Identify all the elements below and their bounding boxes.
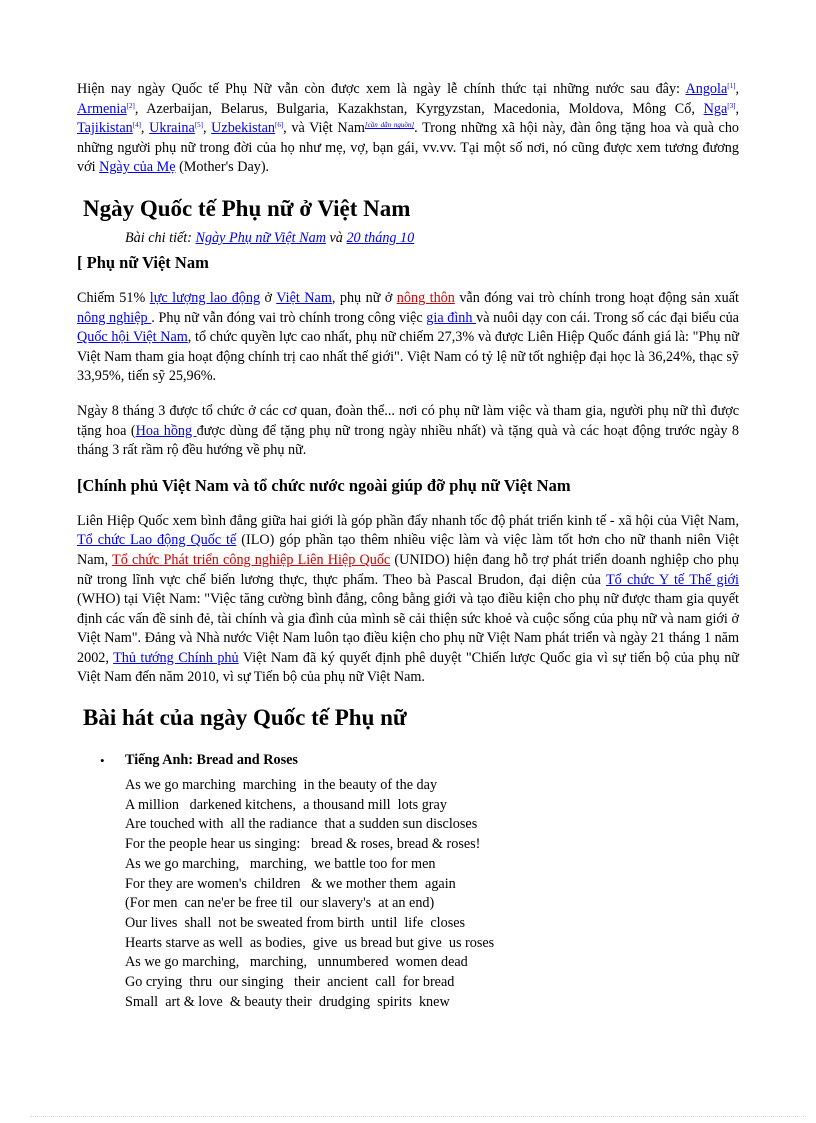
page-break-divider — [30, 1116, 806, 1117]
text: Liên Hiệp Quốc xem bình đẳng giữa hai giới là góp phần đẩy nhanh tốc độ phát triển kinh tế - xã hội của Việt Nam, — [77, 512, 739, 529]
ref-3[interactable]: [3] — [727, 101, 736, 110]
link-unido[interactable]: Tổ chức Phát triển công nghiệp Liên Hiệp Quốc — [112, 551, 391, 568]
intro-paragraph — [77, 80, 739, 178]
ref-4[interactable]: [4] — [132, 121, 141, 130]
lyric-line: (For men can ne'er be free til our slavery's at an end) — [125, 895, 435, 912]
paragraph-international-organizations — [77, 512, 739, 688]
ref-2[interactable]: [2] — [126, 101, 135, 110]
ref-1[interactable]: [1] — [727, 82, 736, 90]
lyric-line: As we go marching, marching, unnumbered women dead — [125, 954, 468, 971]
link-ilo[interactable]: Tổ chức Lao động Quốc tế — [77, 532, 237, 549]
link-thu-tuong-chinh-phu[interactable]: Thủ tướng Chính phủ — [113, 649, 239, 666]
link-20-thang-10[interactable]: 20 tháng 10 — [346, 229, 415, 246]
link-luc-luong-lao-dong[interactable]: lực lượng lao động — [149, 289, 261, 306]
text: Việt Nam đã ký quyết định phê duyệt "Chiến lược Quốc gia vì sự tiến bộ của phụ nữ Việt Nam đến năm 2010, vì sự Tiến bộ của phụ nữ Việt Nam. — [77, 649, 740, 686]
link-armenia[interactable]: Armenia — [77, 100, 127, 117]
lyric-line: Are touched with all the radiance that a sudden sun discloses — [125, 816, 478, 833]
intro-text: . Trong những xã hội này, đàn ông tặng hoa và quà cho những người phụ nữ trong đời của họ như mẹ, vợ, bạn gái, vv.vv. Tại một số nơi, nó cũng được xem tương đương với — [77, 120, 740, 176]
text: được dùng để tặng phụ nữ trong ngày nhiều nhất) và tặng quà và các hoạt động trước ngày 8 tháng 3 rất rầm rộ đều hướng về phụ nữ. — [77, 422, 740, 459]
intro-text: , và Việt Nam — [283, 120, 365, 137]
lyric-line: For the people hear us singing: bread & roses, bread & roses! — [125, 836, 481, 853]
paragraph-women-statistics — [77, 289, 739, 387]
text: , tổ chức quyền lực cao nhất, phụ nữ chiếm 27,3% và được Liên Hiệp Quốc đánh giá là: "Phụ nữ Việt Nam tham gia hoạt động chính trị cao nhất thế giới". Việt Nam có tỷ lệ nữ tốt nghiệp đại học là 36,24%, thạc sỹ 33,95%, tiến sỹ 25,96%. — [77, 329, 739, 385]
link-quoc-hoi-viet-nam[interactable]: Quốc hội Việt Nam — [77, 329, 188, 346]
link-ukraina[interactable]: Ukraina — [149, 120, 195, 137]
detail-and: và — [325, 229, 347, 246]
ref-5[interactable]: [5] — [194, 121, 203, 130]
lyric-line: Hearts starve as well as bodies, give us bread but give us roses — [125, 934, 495, 951]
link-nong-thon[interactable]: nông thôn — [396, 289, 455, 306]
intro-text: (Mother's Day). — [175, 159, 270, 176]
bullet-icon: • — [100, 753, 105, 769]
lyric-line: Small art & love & beauty their drudging spirits knew — [125, 993, 450, 1010]
separator: , — [735, 81, 739, 97]
text: vẫn đóng vai trò chính trong hoạt động sản xuất — [454, 289, 739, 306]
link-viet-nam[interactable]: Việt Nam — [276, 289, 332, 306]
lyric-line: Go crying thru our singing their ancient call for bread — [125, 974, 455, 991]
heading-womens-day-song: Bài hát của ngày Quốc tế Phụ nữ — [83, 705, 407, 731]
heading-vietnam-womens-day: Ngày Quốc tế Phụ nữ ở Việt Nam — [83, 195, 411, 221]
text: (WHO) tại Việt Nam: "Việc tăng cường bình đẳng, công bằng giới và tạo điều kiện cho phụ nữ được tham gia quyết định các vấn đề sinh đẻ, tài chính và gia đình của mình sẽ cải thiện sức khoẻ và cuộc sống của phụ nữ và nam giới ở Việt Nam". Đảng và Nhà nước Việt Nam luôn tạo điều kiện cho phụ nữ Việt Nam phát triển và ngày 21 tháng 1 năm 2002, — [77, 591, 739, 666]
song-label: Tiếng Anh: Bread and Roses — [125, 752, 298, 769]
link-who[interactable]: Tổ chức Y tế Thế giới — [605, 571, 739, 588]
link-gia-dinh[interactable]: gia đình — [426, 309, 477, 326]
separator: , — [735, 100, 739, 117]
text: . Phụ nữ vẫn đóng vai trò chính trong công việc — [151, 309, 427, 326]
detail-prefix: Bài chi tiết: — [125, 229, 196, 246]
text: ở — [260, 289, 277, 306]
heading-phu-nu-viet-nam: [ Phụ nữ Việt Nam — [77, 252, 209, 272]
list-item — [77, 750, 739, 770]
separator: , — [140, 120, 150, 137]
ref-6[interactable]: [6] — [275, 121, 284, 130]
song-lyrics — [125, 776, 739, 1012]
link-hoa-hong[interactable]: Hoa hồng — [135, 422, 197, 439]
link-angola[interactable]: Angola — [685, 81, 728, 97]
link-ngay-phu-nu-viet-nam[interactable]: Ngày Phụ nữ Việt Nam — [195, 229, 326, 246]
lyric-line: For they are women's children & we mother them again — [125, 875, 456, 892]
link-tajikistan[interactable]: Tajikistan — [77, 120, 133, 137]
separator: , — [202, 120, 212, 137]
heading-government-support: [Chính phủ Việt Nam và tổ chức nước ngoài giúp đỡ phụ nữ Việt Nam — [77, 475, 571, 495]
text: , phụ nữ ở — [331, 289, 397, 306]
text: (UNIDO) hiện đang hỗ trợ phát triển doanh nghiệp cho phụ nữ trong lĩnh vực chế biến lương thực, thực phẩm. Theo bà Pascal Brudon, đại diện của — [77, 551, 740, 588]
citation-needed[interactable]: [cần dẫn nguồn] — [364, 121, 415, 130]
intro-text: Hiện nay ngày Quốc tế Phụ Nữ vẫn còn được xem là ngày lễ chính thức tại những nước sau đây: — [77, 81, 686, 97]
detail-article-line — [125, 228, 739, 248]
text: Chiếm 51% — [77, 289, 150, 306]
link-ngay-cua-me[interactable]: Ngày của Mẹ — [99, 159, 176, 176]
lyric-line: Our lives shall not be sweated from birth until life closes — [125, 914, 466, 931]
text: (ILO) góp phần tạo thêm nhiều việc làm và việc làm tốt hơn cho nữ thanh niên Việt Nam, — [77, 532, 739, 568]
document-body — [77, 80, 739, 1013]
lyric-line: As we go marching, marching, we battle too for men — [125, 855, 436, 872]
paragraph-march-8-celebration — [77, 402, 739, 461]
link-uzbekistan[interactable]: Uzbekistan — [211, 120, 275, 137]
lyric-line: A million darkened kitchens, a thousand mill lots gray — [125, 796, 447, 813]
link-nga[interactable]: Nga — [703, 100, 728, 117]
text: và nuôi dạy con cái. Trong số các đại biểu của — [476, 309, 739, 326]
intro-text: , Azerbaijan, Belarus, Bulgaria, Kazakhstan, Kyrgyzstan, Macedonia, Moldova, Mông Cổ, — [134, 100, 704, 117]
link-nong-nghiep[interactable]: nông nghiệp — [77, 309, 152, 326]
text: Ngày 8 tháng 3 được tổ chức ở các cơ quan, đoàn thể... nơi có phụ nữ làm việc và tham gia, người phụ nữ thì được tặng hoa ( — [77, 402, 739, 439]
lyric-line: As we go marching marching in the beauty of the day — [125, 777, 438, 794]
